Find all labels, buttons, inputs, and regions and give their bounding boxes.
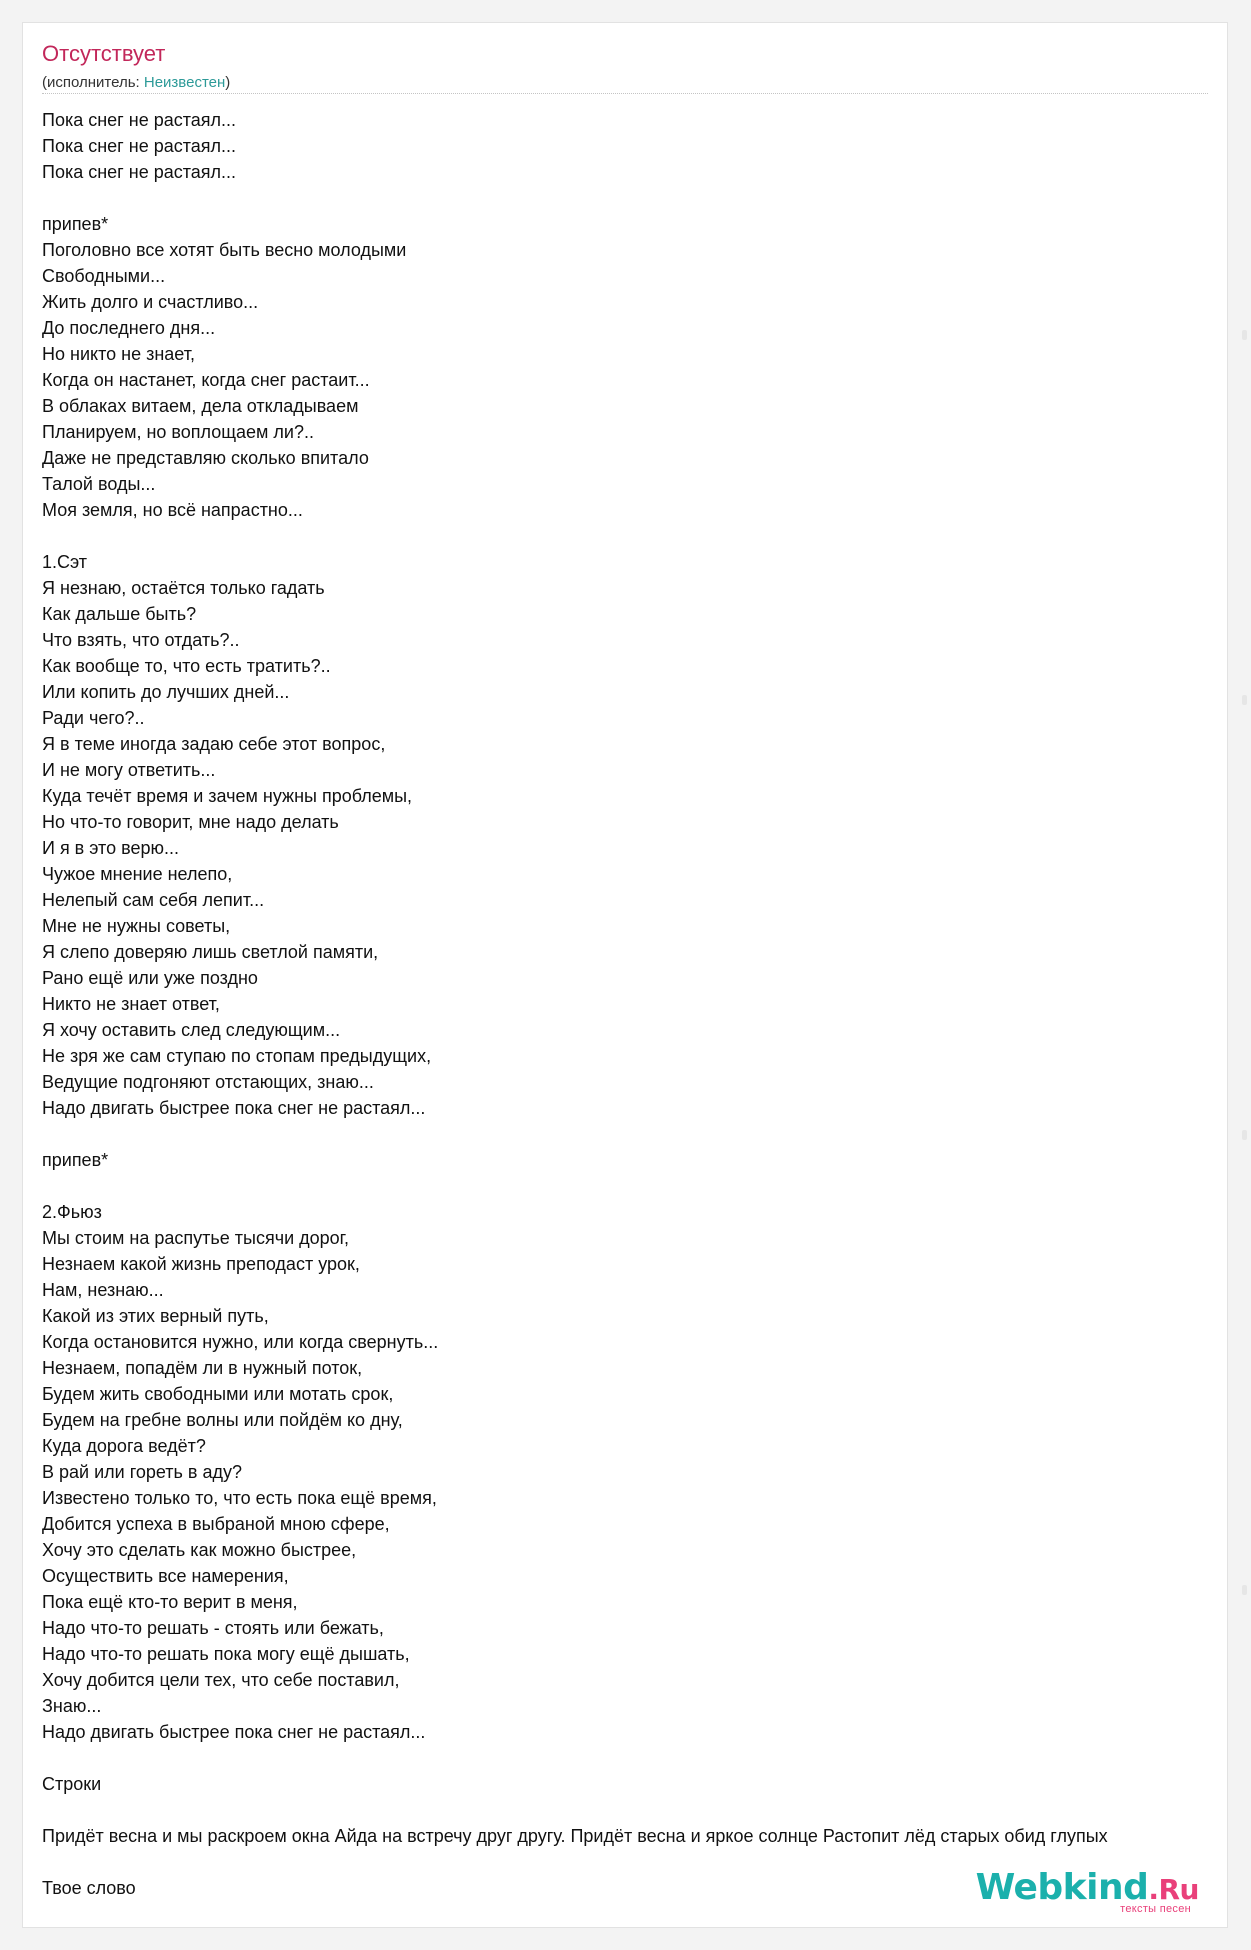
lyrics-line: Пока снег не растаял...	[42, 110, 237, 130]
lyrics-line: И я в это верю...	[42, 838, 179, 858]
lyrics-line: Ради чего?..	[42, 708, 145, 728]
webkind-logo[interactable]	[975, 1867, 1199, 1915]
artist-prefix: (исполнитель:	[42, 74, 144, 91]
lyrics-line	[42, 1797, 1228, 1823]
logo-tld: .Ru	[1148, 1873, 1199, 1906]
lyrics-line: Твое слово	[42, 1878, 136, 1898]
lyrics-line: Надо двигать быстрее пока снег не растаял...	[42, 1722, 426, 1742]
lyrics-line: Я незнаю, остаётся только гадать	[42, 578, 325, 598]
lyrics-line: припев*	[42, 1150, 109, 1170]
lyrics-line: Знаю...	[42, 1696, 102, 1716]
logo-brand: Webkind	[975, 1867, 1149, 1908]
lyrics-line: Куда течёт время и зачем нужны проблемы,	[42, 786, 413, 806]
lyrics-line	[42, 1121, 1228, 1147]
lyrics-line: Рано ещё или уже поздно	[42, 968, 258, 988]
lyrics-line	[42, 523, 1228, 549]
lyrics-line: Мне не нужны советы,	[42, 916, 231, 936]
lyrics-line: Добится успеха в выбраной мною сфере,	[42, 1514, 390, 1534]
lyrics-line: Пока снег не растаял...	[42, 136, 237, 156]
lyrics-line: Когда он настанет, когда снег растаит...	[42, 370, 370, 390]
lyrics-line	[42, 1745, 1228, 1771]
lyrics-line: Придёт весна и мы раскроем окна Айда на встречу друг другу. Придёт весна и яркое солнце Растопит лёд старых обид глупых	[42, 1826, 1108, 1846]
lyrics-line: Моя земля, но всё напрастно...	[42, 500, 303, 520]
logo-tagline: тексты песен	[1120, 1903, 1191, 1915]
lyrics-line	[42, 185, 1228, 211]
lyrics-line: Или копить до лучших дней...	[42, 682, 290, 702]
lyrics-line: Будем жить свободными или мотать срок,	[42, 1384, 394, 1404]
lyrics-line: Будем на гребне волны или пойдём ко дну,	[42, 1410, 403, 1430]
lyrics-line: Но никто не знает,	[42, 344, 195, 364]
lyrics-line	[42, 1173, 1228, 1199]
lyrics-line: Мы стоим на распутье тысячи дорог,	[42, 1228, 350, 1248]
edge-mark	[1242, 1585, 1247, 1595]
artist-link[interactable]: Неизвестен	[143, 74, 226, 91]
lyrics-line: Нам, незнаю...	[42, 1280, 164, 1300]
lyrics-line: Строки	[42, 1774, 102, 1794]
lyrics-line: Как вообще то, что есть тратить?..	[42, 656, 331, 676]
lyrics-line: Никто не знает ответ,	[42, 994, 220, 1014]
lyrics-line: Пока снег не растаял...	[42, 162, 237, 182]
lyrics-line: Незнаем, попадём ли в нужный поток,	[42, 1358, 363, 1378]
lyrics-line: В облаках витаем, дела откладываем	[42, 396, 359, 416]
lyrics-line: Какой из этих верный путь,	[42, 1306, 269, 1326]
lyrics-line: Я хочу оставить след следующим...	[42, 1020, 341, 1040]
lyrics-line: Ведущие подгоняют отстающих, знаю...	[42, 1072, 374, 1092]
logo-wordmark	[975, 1867, 1199, 1908]
lyrics-line: Хочу добится цели тех, что себе поставил,	[42, 1670, 400, 1690]
lyrics-line: Свободными...	[42, 266, 166, 286]
lyrics-line: Нелепый сам себя лепит...	[42, 890, 265, 910]
lyrics-line: Когда остановится нужно, или когда свернуть...	[42, 1332, 439, 1352]
song-title: Отсутствует	[42, 41, 166, 66]
lyrics-line: Куда дорога ведёт?	[42, 1436, 206, 1456]
lyrics-line: Не зря же сам ступаю по стопам предыдущих,	[42, 1046, 432, 1066]
lyrics-line: Известено только то, что есть пока ещё время,	[42, 1488, 437, 1508]
lyrics-line: И не могу ответить...	[42, 760, 216, 780]
artist-suffix: )	[225, 74, 231, 91]
lyrics-line: До последнего дня...	[42, 318, 216, 338]
artist-line	[42, 74, 230, 92]
lyrics-line: Незнаем какой жизнь преподаст урок,	[42, 1254, 360, 1274]
lyrics-line: Осуществить все намерения,	[42, 1566, 289, 1586]
lyrics-line: Жить долго и счастливо...	[42, 292, 259, 312]
lyrics-text	[42, 107, 1228, 1901]
lyrics-line: 2.Фьюз	[42, 1202, 102, 1222]
lyrics-line: Надо что-то решать - стоять или бежать,	[42, 1618, 384, 1638]
edge-mark	[1242, 330, 1247, 340]
edge-mark	[1242, 1130, 1247, 1140]
lyrics-line: 1.Сэт	[42, 552, 88, 572]
lyrics-line: Надо двигать быстрее пока снег не растаял...	[42, 1098, 426, 1118]
lyrics-line: Даже не представляю сколько впитало	[42, 448, 369, 468]
lyrics-line: Хочу это сделать как можно быстрее,	[42, 1540, 357, 1560]
lyrics-card	[22, 22, 1228, 1928]
lyrics-line: Как дальше быть?	[42, 604, 197, 624]
lyrics-line: Талой воды...	[42, 474, 156, 494]
lyrics-line: Что взять, что отдать?..	[42, 630, 240, 650]
header-divider	[42, 93, 1208, 94]
lyrics-line: Планируем, но воплощаем ли?..	[42, 422, 315, 442]
lyrics-line: Чужое мнение нелепо,	[42, 864, 233, 884]
lyrics-line: В рай или гореть в аду?	[42, 1462, 243, 1482]
lyrics-line: Надо что-то решать пока могу ещё дышать,	[42, 1644, 410, 1664]
lyrics-line: Я слепо доверяю лишь светлой памяти,	[42, 942, 379, 962]
edge-mark	[1242, 695, 1247, 705]
lyrics-line: припев*	[42, 214, 109, 234]
lyrics-line: Но что-то говорит, мне надо делать	[42, 812, 339, 832]
lyrics-line: Пока ещё кто-то верит в меня,	[42, 1592, 298, 1612]
lyrics-line: Поголовно все хотят быть весно молодыми	[42, 240, 407, 260]
lyrics-line: Я в теме иногда задаю себе этот вопрос,	[42, 734, 386, 754]
